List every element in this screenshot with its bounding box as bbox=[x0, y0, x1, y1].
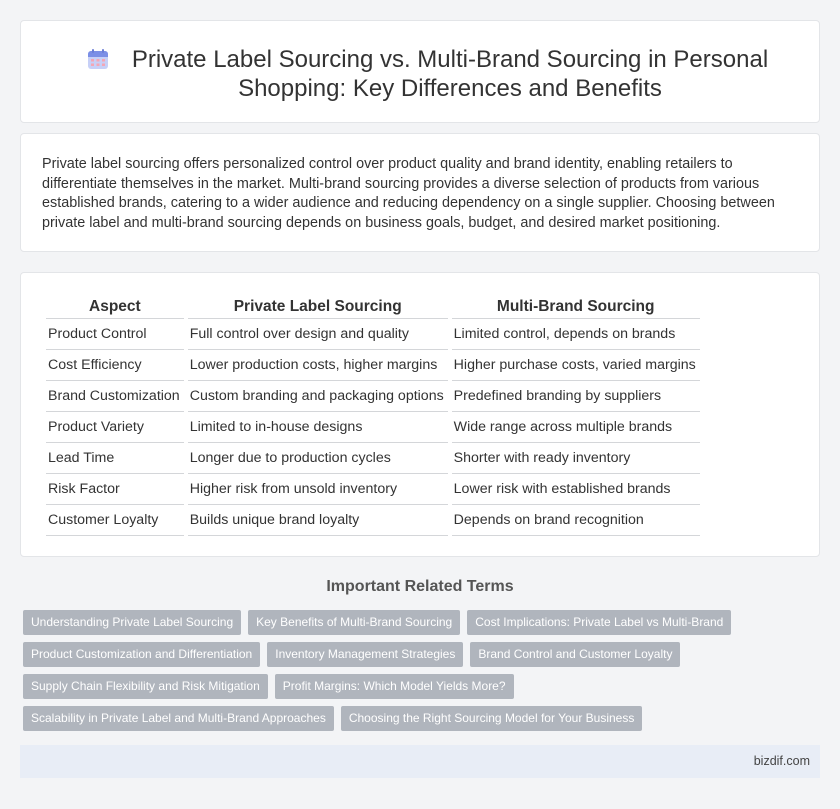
column-header-private-label: Private Label Sourcing bbox=[188, 296, 448, 319]
related-term-link[interactable]: Brand Control and Customer Loyalty bbox=[470, 642, 680, 667]
intro-paragraph: Private label sourcing offers personalized control over product quality and brand identity, enabling retailers to differentiate themselves in the market. Multi-brand sourcing provides a diverse selection of products from various established brands, catering to a wider audience and reducing dependency on a single supplier. Choosing between private label and multi-brand sourcing depends on business goals, budget, and desired market positioning. bbox=[42, 156, 775, 231]
table-cell: Product Variety bbox=[46, 412, 184, 443]
comparison-table bbox=[42, 296, 704, 536]
table-row bbox=[46, 381, 700, 412]
table-cell: Brand Customization bbox=[46, 381, 184, 412]
table-row bbox=[46, 443, 700, 474]
table-cell: Lead Time bbox=[46, 443, 184, 474]
table-cell: Full control over design and quality bbox=[188, 319, 448, 350]
table-cell: Limited to in-house designs bbox=[188, 412, 448, 443]
related-term-link[interactable]: Scalability in Private Label and Multi-Brand Approaches bbox=[23, 706, 334, 731]
footer bbox=[20, 745, 820, 778]
table-row bbox=[46, 505, 700, 536]
table-cell: Custom branding and packaging options bbox=[188, 381, 448, 412]
table-cell: Shorter with ready inventory bbox=[452, 443, 700, 474]
tag-row bbox=[23, 610, 823, 635]
related-term-link[interactable]: Cost Implications: Private Label vs Multi-Brand bbox=[467, 610, 731, 635]
table-cell: Predefined branding by suppliers bbox=[452, 381, 700, 412]
tag-row bbox=[23, 706, 823, 731]
table-cell: Builds unique brand loyalty bbox=[188, 505, 448, 536]
related-terms-list bbox=[23, 610, 823, 738]
column-header-multi-brand: Multi-Brand Sourcing bbox=[452, 296, 700, 319]
related-term-link[interactable]: Choosing the Right Sourcing Model for Your Business bbox=[341, 706, 643, 731]
table-cell: Limited control, depends on brands bbox=[452, 319, 700, 350]
related-term-link[interactable]: Key Benefits of Multi-Brand Sourcing bbox=[248, 610, 460, 635]
comparison-card bbox=[20, 272, 820, 557]
table-row bbox=[46, 474, 700, 505]
title-card bbox=[20, 20, 820, 123]
table-cell: Higher purchase costs, varied margins bbox=[452, 350, 700, 381]
related-term-link[interactable]: Understanding Private Label Sourcing bbox=[23, 610, 241, 635]
table-cell: Longer due to production cycles bbox=[188, 443, 448, 474]
table-cell: Depends on brand recognition bbox=[452, 505, 700, 536]
table-cell: Wide range across multiple brands bbox=[452, 412, 700, 443]
column-header-aspect: Aspect bbox=[46, 296, 184, 319]
tag-row bbox=[23, 642, 823, 667]
page-title: Private Label Sourcing vs. Multi-Brand Sourcing in Personal Shopping: Key Differences and Benefits bbox=[131, 46, 769, 102]
table-cell: Lower production costs, higher margins bbox=[188, 350, 448, 381]
table-cell: Cost Efficiency bbox=[46, 350, 184, 381]
related-term-link[interactable]: Supply Chain Flexibility and Risk Mitigation bbox=[23, 674, 268, 699]
intro-card bbox=[20, 133, 820, 252]
related-terms-heading: Important Related Terms bbox=[326, 578, 514, 595]
table-row bbox=[46, 412, 700, 443]
related-term-link[interactable]: Profit Margins: Which Model Yields More? bbox=[275, 674, 514, 699]
related-term-link[interactable]: Inventory Management Strategies bbox=[267, 642, 463, 667]
table-cell: Product Control bbox=[46, 319, 184, 350]
table-cell: Risk Factor bbox=[46, 474, 184, 505]
table-row bbox=[46, 350, 700, 381]
table-cell: Higher risk from unsold inventory bbox=[188, 474, 448, 505]
site-credit[interactable]: bizdif.com bbox=[753, 754, 810, 768]
table-header-row bbox=[46, 296, 700, 319]
table-cell: Customer Loyalty bbox=[46, 505, 184, 536]
calendar-icon bbox=[87, 48, 109, 70]
related-term-link[interactable]: Product Customization and Differentiation bbox=[23, 642, 260, 667]
table-cell: Lower risk with established brands bbox=[452, 474, 700, 505]
tag-row bbox=[23, 674, 823, 699]
table-row bbox=[46, 319, 700, 350]
